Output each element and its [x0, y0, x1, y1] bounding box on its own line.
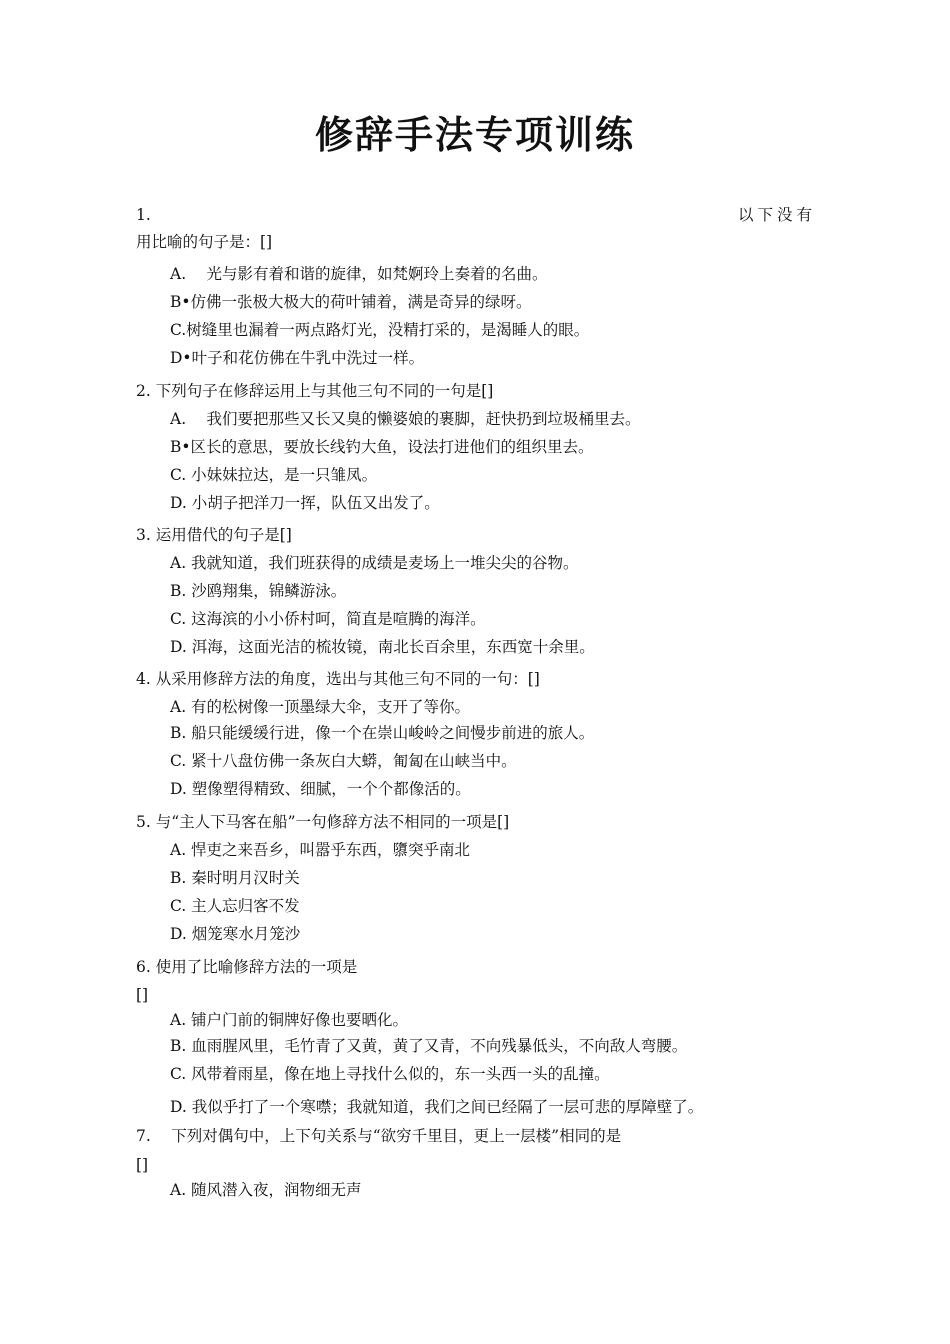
question-6-stem: 6. 使用了比喻修辞方法的一项是	[136, 958, 358, 976]
question-2-option-c: C. 小妹妹拉达，是一只雏凤。	[170, 466, 378, 484]
question-5-option-a: A. 悍吏之来吾乡，叫嚣乎东西，隳突乎南北	[170, 841, 471, 859]
question-2-option-a: A. 我们要把那些又长又臭的懒婆娘的裹脚，赶快扔到垃圾桶里去。	[170, 410, 641, 428]
question-1-option-b: B•仿佛一张极大极大的荷叶铺着，满是奇异的绿呀。	[170, 293, 532, 311]
question-5-option-b: B. 秦时明月汉时关	[170, 869, 300, 887]
question-7-answer-bracket: []	[136, 1156, 149, 1174]
question-1-option-a: A. 光与影有着和谐的旋律，如梵婀玲上奏着的名曲。	[170, 265, 548, 283]
question-5-stem: 5. 与“主人下马客在船”一句修辞方法不相同的一项是[]	[136, 813, 510, 831]
question-6-answer-bracket: []	[136, 986, 149, 1004]
question-3-stem: 3. 运用借代的句子是[]	[136, 526, 292, 544]
question-3-option-c: C. 这海滨的小小侨村呵，简直是喧腾的海洋。	[170, 610, 486, 628]
question-7-option-a: A. 随风潜入夜，润物细无声	[170, 1181, 362, 1199]
question-1-stem-start: 以下没有	[737, 206, 816, 224]
page-title: 修辞手法专项训练	[314, 113, 635, 157]
question-1-number: 1.	[136, 206, 151, 224]
question-4-stem: 4. 从采用修辞方法的角度，选出与其他三句不同的一句：[]	[136, 670, 540, 688]
question-4-option-c: C. 紧十八盘仿佛一条灰白大蟒，匍匐在山峡当中。	[170, 752, 517, 770]
question-3-option-b: B. 沙鸥翔集，锦鳞游泳。	[170, 582, 347, 600]
question-4-option-b: B. 船只能缓缓行进，像一个在崇山峻岭之间慢步前进的旅人。	[170, 724, 595, 742]
question-1-option-d: D•叶子和花仿佛在牛乳中洗过一样。	[170, 349, 425, 367]
question-2-option-d: D. 小胡子把洋刀一挥，队伍又出发了。	[170, 494, 440, 512]
question-6-option-a: A. 铺户门前的铜牌好像也要晒化。	[170, 1011, 409, 1029]
question-2-option-b: B•区长的意思，要放长线钓大鱼，设法打进他们的组织里去。	[170, 438, 594, 456]
question-1-stem-cont: 用比喻的句子是：[]	[136, 233, 273, 251]
question-4-option-d: D. 塑像塑得精致、细腻，一个个都像活的。	[170, 780, 471, 798]
question-7-stem: 7. 下列对偶句中，上下句关系与“欲穷千里目，更上一层楼”相同的是	[136, 1127, 622, 1145]
question-6-option-d: D. 我似乎打了一个寒噤；我就知道，我们之间已经隔了一层可悲的厚障壁了。	[170, 1098, 704, 1116]
question-3-option-a: A. 我就知道，我们班获得的成绩是麦场上一堆尖尖的谷物。	[170, 554, 579, 572]
question-5-option-c: C. 主人忘归客不发	[170, 897, 300, 915]
question-5-option-d: D. 烟笼寒水月笼沙	[170, 925, 301, 943]
question-2-stem: 2. 下列句子在修辞运用上与其他三句不同的一句是[]	[136, 382, 494, 400]
question-1-option-c: C.树缝里也漏着一两点路灯光，没精打采的，是渴睡人的眼。	[170, 321, 590, 339]
question-6-option-c: C. 风带着雨星，像在地上寻找什么似的，东一头西一头的乱撞。	[170, 1065, 610, 1083]
question-4-option-a: A. 有的松树像一顶墨绿大伞，支开了等你。	[170, 698, 471, 716]
question-3-option-d: D. 洱海，这面光洁的梳妆镜，南北长百余里，东西宽十余里。	[170, 638, 595, 656]
question-6-option-b: B. 血雨腥风里，毛竹青了又黄，黄了又青，不向残暴低头，不向敌人弯腰。	[170, 1037, 688, 1055]
